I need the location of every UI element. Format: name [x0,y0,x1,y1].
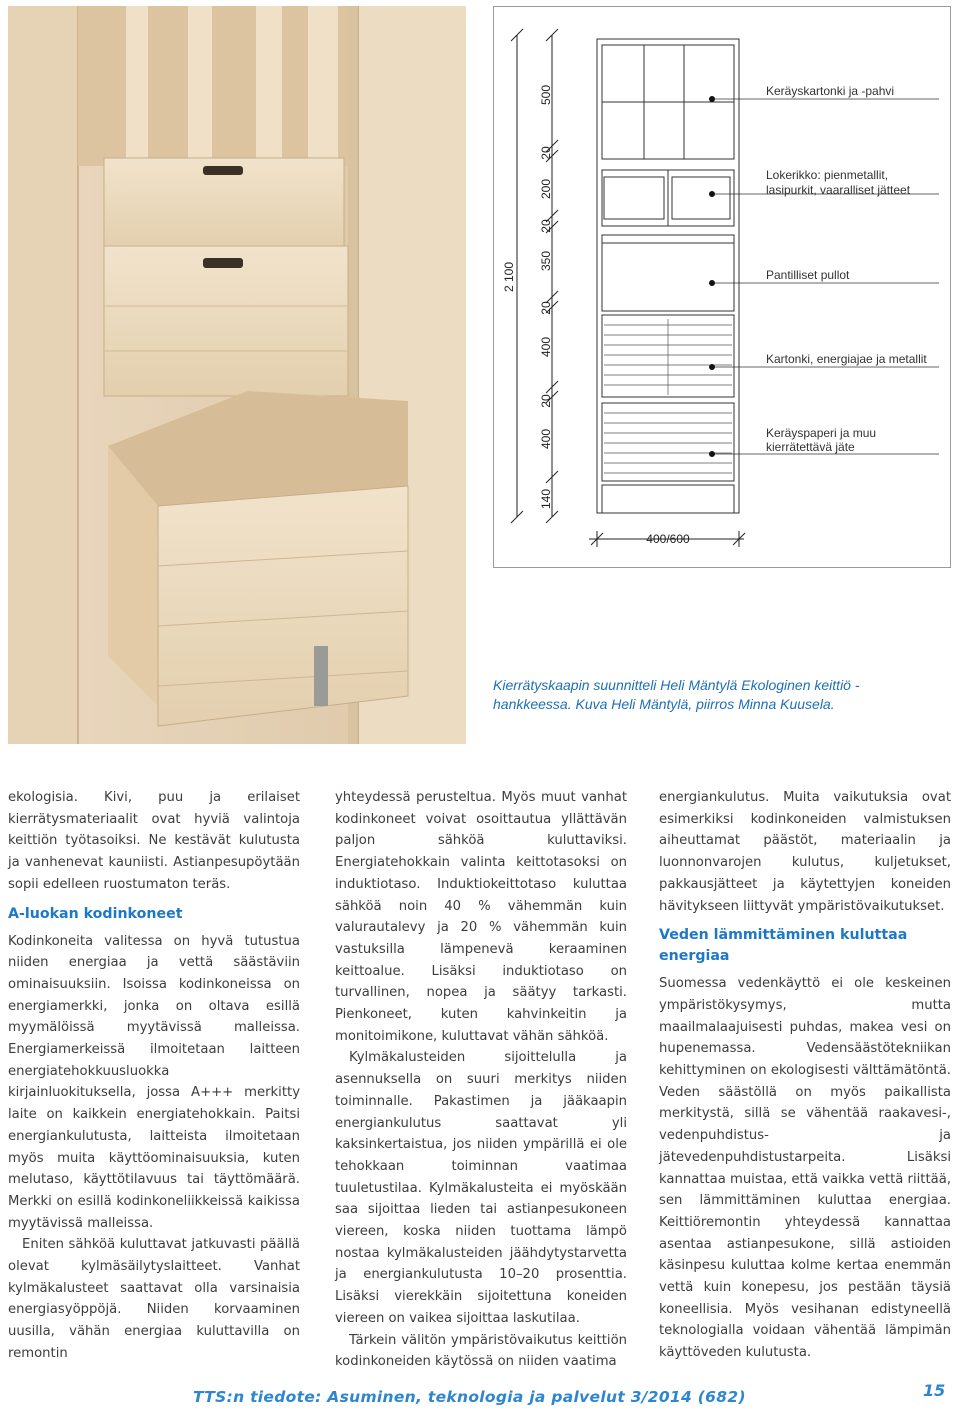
width-dim-label: 400/600 [646,532,690,546]
cabinet-diagram [493,6,951,568]
col2-paragraph-2: Kylmäkalusteiden sijoittelulla ja asennuksella on suuri merkitys niiden toiminnalle. Pakastimen ja jääkaapin energiankulutus saattavat yli kaksinkertaistua, jos niiden ympärillä ei ole tehokkaan toiminnan vaatimaa tuuletustilaa. Kylmäkalusteita ei myöskään saa sijoittaa lieden tai astianpesukoneen viereen, koska niiden tuottama lämpö nostaa kylmäkalusteiden jäähdytystarvetta ja energiankulutusta 10–20 prosenttia. Lisäksi vierekkäin sijoitettuna koneiden viereen on vaikea sijoittaa laskutilaa. [335,1050,627,1326]
publication-footer: TTS:n tiedote: Asuminen, teknologia ja palvelut 3/2014 (682) [193,1388,746,1406]
label-compartment-1: Lokerikko: pienmetallit, [766,168,889,182]
figure-caption: Kierrätyskaapin suunnitteli Heli Mäntylä Ekologinen keittiö -hankkeessa. Kuva Heli Mäntylä, piirros Minna Kuusela. [493,677,860,712]
heading-water-heating: Veden lämmittäminen kuluttaa energiaa [659,927,908,965]
label-cardboard-metal: Kartonki, energiajae ja metallit [766,352,927,366]
cabinet-photo-drawing [8,6,466,744]
col2-paragraph-1: yhteydessä perusteltua. Myös muut vanhat kodinkoneet voivat osoittautua yllättävän paljon sähköä kuluttaviksi. Energiatehokkain valinta keittotasoksi on induktiotaso. Induktiokeittotaso kuluttaa sähköä noin 40 % vähemmän kuin valurautalevy ja 20 % vähemmän kuin vastuksilla lämpenevä keraaminen keittoalue. Lisäksi induktiotaso on turvallinen, nopea ja säätyy tarkasti. Pienkoneet, kuten kahvinkeitin ja monitoimikone, kuluttavat vähän sähköä. [335,790,627,1044]
label-paper-2: kierrätettävä jäte [766,440,855,454]
col2-paragraph-3: Tärkein välitön ympäristövaikutus keittiön kodinkoneiden käytössä on niiden vaatima [335,1332,627,1370]
label-paper-1: Keräyspaperi ja muu [766,426,877,440]
dim-400b: 400 [539,428,553,450]
column-1 [8,787,300,1365]
cabinet-photo [8,6,466,744]
col3-paragraph-1: energiankulutus. Muita vaikutuksia ovat esimerkiksi kodinkoneiden valmistuksen aiheuttamat päästöt, materiaalin ja luonnonvarojen kulutus, kuljetukset, pakkausjätteet ja käytettyjen koneiden hävitykseen liittyvät ympäristövaikutukset. [659,790,951,914]
col1-paragraph-2: Kodinkoneita valitessa on hyvä tutustua niiden energiaa ja vettä säästäviin ominaisuuksiin. Isoissa kodinkoneissa on energiamerkki, jonka on oltava esillä myymälöissä myytävissä malleissa. Energiamerkeissä ilmoitetaan laitteen energiatehokkuusluokka kirjainluokituksella, jossa A+++ merkitty laite on kaikkein energiatehokkain. Paitsi energiankulutusta, laitteista ilmoitetaan myös muita käyttöominaisuuksia, kuten melutaso, käyttötilavuus tai täyttömäärä. Merkki on esillä kodinkoneliikkeissä kaikissa myytävissä malleissa. [8,933,300,1231]
dim-350: 350 [539,250,553,272]
heading-appliances: A-luokan kodinkoneet [8,905,183,922]
col1-paragraph-3: Eniten sähköä kuluttavat jatkuvasti päällä olevat kylmäsäilytyslaitteet. Vanhat kylmäkalusteet saattavat olla varsinaisia energiasyöppöjä. Niiden korvaaminen uusilla, vähän energiaa kuluttavilla on remontin [8,1237,300,1361]
dim-200: 200 [539,178,553,200]
dim-20c: 20 [539,301,553,315]
label-cardboard: Keräyskartonki ja -pahvi [766,84,895,98]
col3-paragraph-2: Suomessa vedenkäyttö ei ole keskeinen ympäristökysymys, mutta maailmalaajuisesti puhdas, makea vesi on hupenemassa. Vedensäästötekniikan kehittyminen on ekologisesti välttämätöntä. Veden säästöllä on myös paikallista merkitystä, sillä se vähentää raakavesi-, vedenpuhdistus- ja jätevedenpuhdistustarpeita. Lisäksi kannattaa muistaa, että vaikka vettä riittää, sen lämmittäminen kuluttaa energiaa. Keittiöremontin yhteydessä kannattaa asentaa astianpesukone, sillä astioiden käsinpesu kuluttaa kolme kertaa enemmän vettä kuin konepesu, jos pestään täysiä koneellisia. Myös vesihanan edistyneellä teknologialla voidaan vähentää lämpimän käyttöveden kulutusta. [659,976,952,1361]
label-compartment-2: lasipurkit, vaaralliset jätteet [766,183,911,197]
column-3 [659,787,951,1364]
page-number: 15 [923,1381,946,1400]
dim-20a: 20 [539,146,553,160]
column-2 [335,787,627,1373]
dim-400a: 400 [539,336,553,358]
dim-20b: 20 [539,219,553,233]
col1-paragraph-1: ekologisia. Kivi, puu ja erilaiset kierrätysmateriaalit ovat hyviä valintoja keittiön työtasoiksi. Ne kestävät kulutusta ja vanhenevat kauniisti. Astianpesupöytään sopii edelleen ruostumaton teräs. [8,790,300,892]
height-total-label: 2 100 [502,261,516,293]
dim-500: 500 [539,84,553,106]
dim-20d: 20 [539,394,553,408]
cabinet-diagram-drawing [494,7,952,569]
dim-140: 140 [539,488,553,510]
label-bottles: Pantilliset pullot [766,268,850,282]
